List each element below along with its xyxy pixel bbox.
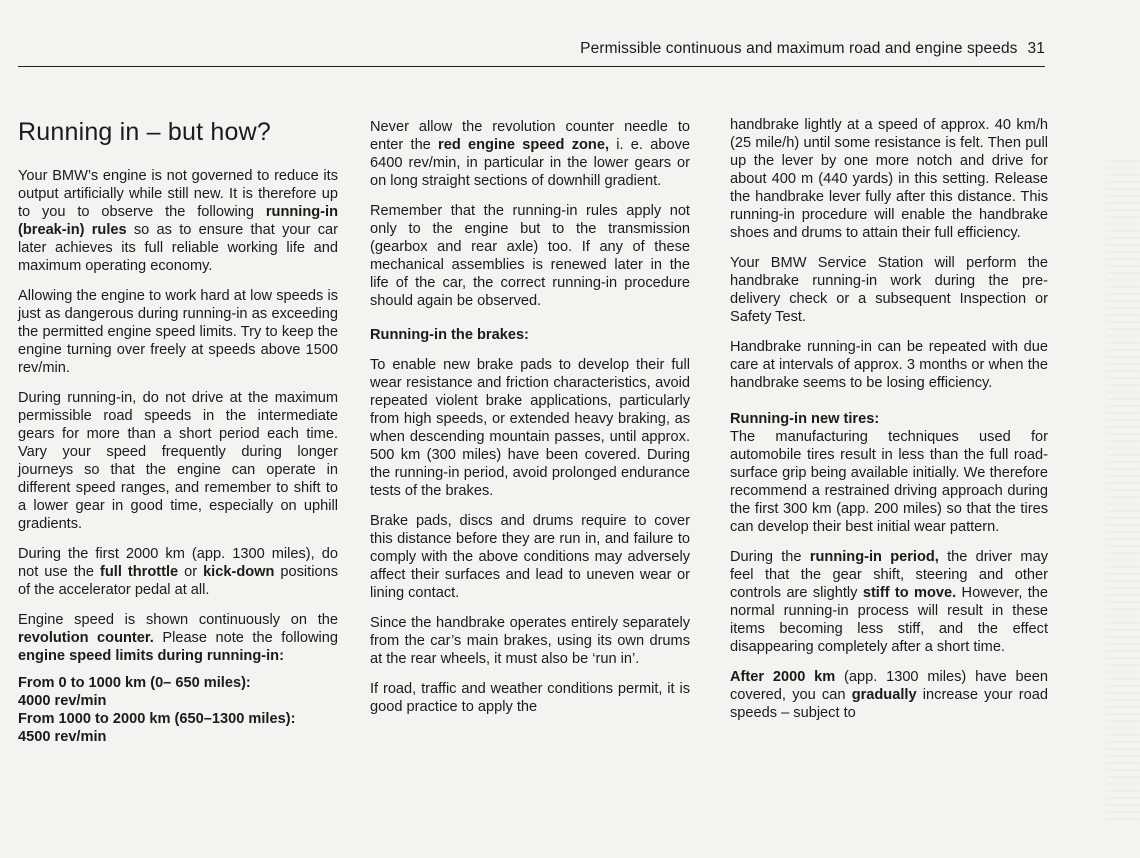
bold-term: After 2000 km — [730, 669, 836, 685]
paragraph-intermediate-gears: During running-in, do not drive at the maximum permissible road speeds in the intermediate gears for more than a short period each time. Vary your speed frequently during longer journeys so that the engine can operate in different speed ranges, and remember to shift to a lower gear in good time, especially on uphill gradients. — [18, 390, 338, 532]
paragraph-handbrake-repeat: Handbrake running-in can be repeated with due care at intervals of approx. 3 months or when the handbrake seems to be losing efficiency. — [730, 339, 1048, 391]
limit-range-1: From 0 to 1000 km (0– 650 miles): — [18, 675, 251, 691]
page-number: 31 — [1027, 40, 1045, 57]
bold-term: kick-down — [203, 564, 275, 580]
text: During the — [730, 549, 810, 565]
text: (app. 1300 miles) have been covered, you can — [730, 669, 1048, 703]
header-title: Permissible continuous and maximum road and engine speeds — [580, 40, 1018, 57]
limit-range-2: From 1000 to 2000 km (650–1300 miles): — [18, 711, 296, 727]
paragraph-service-station: Your BMW Service Station will perform the handbrake running-in work during the pre-delivery check or a subsequent Inspection or Safety Test. — [730, 255, 1048, 325]
running-header — [0, 40, 1045, 58]
bold-term: gradually — [851, 687, 917, 703]
text: increase your road speeds – subject to — [730, 687, 1048, 721]
text: so as to ensure that your car later achieves its full reliable working life and maximum operating economy. — [18, 222, 338, 274]
brakes-heading: Running-in the brakes: — [370, 327, 529, 343]
bold-term: revolution counter. — [18, 630, 154, 646]
limit-speed-1: 4000 rev/min — [18, 693, 107, 709]
paragraph-after-2000km — [730, 668, 1048, 722]
bold-term: running-in (break-in) rules — [18, 204, 338, 238]
tires-heading: Running-in new tires: — [730, 411, 880, 427]
bold-term: engine speed limits during running-in: — [18, 648, 284, 664]
paragraph-low-speeds: Allowing the engine to work hard at low speeds is just as dangerous during running-in as exceeding the permitted engine speed limits. Try to keep the engine turning over freely at speeds above 1500 rev/min. — [18, 288, 338, 376]
text: However, the normal running-in process will result in these items becoming less stiff, and the effect disappearing completely after a short time. — [730, 585, 1049, 655]
paragraph-stiff-controls — [730, 548, 1048, 656]
paragraph-revolution-counter — [18, 611, 338, 665]
text: Please note the following — [153, 630, 338, 646]
limit-speed-2: 4500 rev/min — [18, 729, 107, 745]
header-rule — [18, 66, 1045, 67]
paragraph-handbrake-procedure: handbrake lightly at a speed of approx. 40 km/h (25 mile/h) until some resistance is felt. Then pull up the lever by one more notch and drive for about 400 m (440 yards) in this setting. Release the handbrake lever fully after this distance. This running-in procedure will enable the handbrake shoes and drums to attain their full efficiency. — [730, 117, 1048, 241]
paragraph-brake-pads: To enable new brake pads to develop their full wear resistance and friction characteristics, avoid repeated violent brake applications, particularly from high speeds, or extended heavy braking, as when descending mountain passes, until approx. 500 km (300 miles) have been covered. During the running-in period, avoid prolonged endurance tests of the brakes. — [370, 357, 690, 499]
paragraph-brake-distance: Brake pads, discs and drums require to cover this distance before they are run in, and failure to comply with the above conditions may adversely affect their surfaces and lead to uneven wear or lining contact. — [370, 513, 690, 601]
bold-term: full throttle — [100, 564, 179, 580]
page-edge-scan-noise — [1106, 160, 1140, 820]
text: positions of the accelerator pedal at all. — [18, 564, 338, 598]
text: Your BMW’s engine is not governed to reduce its output artificially while still new. It is therefore up to you to observe the following — [18, 168, 338, 220]
text: Never allow the revolution counter needle to enter the — [370, 119, 690, 153]
paragraph-new-tires: The manufacturing techniques used for automobile tires result in less than the full road-surface grip being available initially. We therefore recommend a restrained driving approach during the first 300 km (app. 200 miles) so that the tires can develop their best initial wear pattern. — [730, 429, 1048, 535]
column-2 — [370, 118, 690, 716]
text: i. e. above 6400 rev/min, in particular in the lower gears or on long straight sections of downhill gradient. — [370, 137, 690, 189]
paragraph-handbrake-apply: If road, traffic and weather conditions permit, it is good practice to apply the — [370, 681, 690, 715]
text: the driver may feel that the gear shift, steering and other controls are slightly — [730, 549, 1048, 601]
engine-speed-limits — [18, 674, 338, 746]
bold-term: red engine speed zone, — [438, 137, 610, 153]
paragraph-red-zone — [370, 118, 690, 190]
column-3 — [730, 116, 1048, 722]
paragraph-full-throttle — [18, 545, 338, 599]
bold-term: running-in period, — [809, 549, 939, 565]
column-1 — [18, 118, 338, 746]
bold-term: stiff to move. — [862, 585, 957, 601]
paragraph-transmission: Remember that the running-in rules apply not only to the engine but to the transmission (gearbox and rear axle) too. If any of these mechanical assemblies is renewed later in the life of the car, the correct running-in procedure should again be observed. — [370, 203, 690, 309]
paragraph-handbrake-separate: Since the handbrake operates entirely separately from the car’s main brakes, using its own drums at the rear wheels, it must also be ‘run in’. — [370, 615, 690, 667]
paragraph-break-in-rules — [18, 167, 338, 275]
text: Engine speed is shown continuously on the — [18, 612, 338, 628]
text: During the first 2000 km (app. 1300 miles), do not use the — [18, 546, 338, 580]
section-title: Running in – but how? — [18, 118, 271, 146]
text: or — [178, 564, 204, 580]
